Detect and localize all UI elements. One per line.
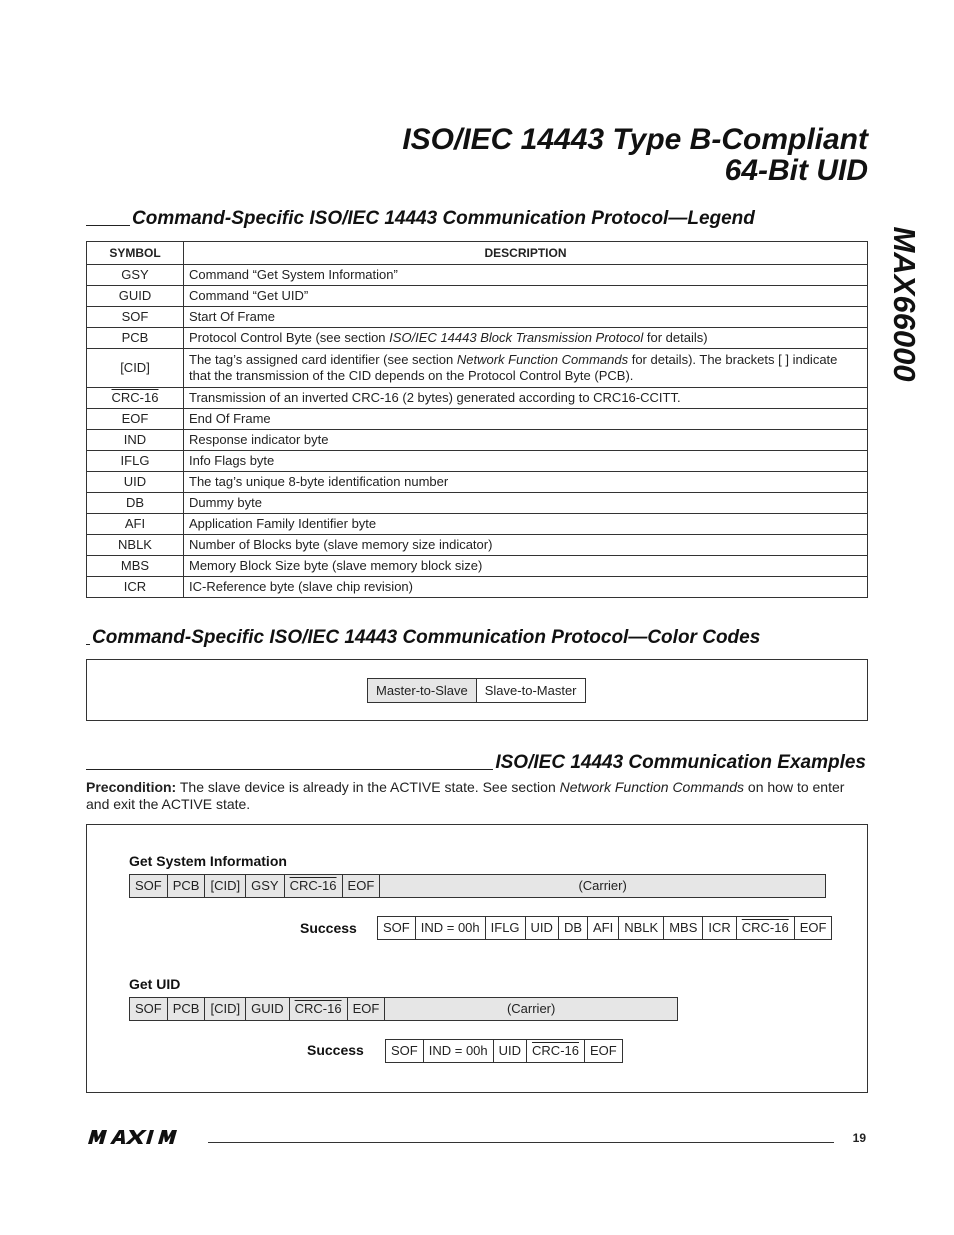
frame-field: DB [559, 917, 588, 939]
frame-field: EOF [343, 875, 381, 897]
description-cell: Start Of Frame [184, 307, 868, 328]
crc-field: CRC-16 [289, 878, 337, 893]
description-cell: Command “Get UID” [184, 286, 868, 307]
description-cell: Dummy byte [184, 493, 868, 514]
desc-text: The tag’s assigned card identifier (see section [189, 352, 457, 367]
frame-field: PCB [168, 875, 206, 897]
table-row [87, 307, 868, 328]
table-row [87, 349, 868, 388]
desc-text: for details). The brackets [ ] indicate that the transmission of the CID depends on the Protocol Control Byte (PCB). [189, 352, 838, 383]
guid-title: Get UID [129, 976, 181, 992]
table-row [87, 286, 868, 307]
crc-symbol: CRC-16 [111, 390, 159, 405]
description-cell: Memory Block Size byte (slave memory block size) [184, 556, 868, 577]
precondition-text: on how to enter and exit the ACTIVE state. [86, 779, 845, 812]
frame-field: NBLK [619, 917, 664, 939]
symbol-cell: IND [87, 430, 184, 451]
desc-reference: ISO/IEC 14443 Block Transmission Protocol [389, 330, 644, 345]
symbol-cell: MBS [87, 556, 184, 577]
heading-rule [86, 644, 90, 645]
frame-field: SOF [130, 998, 168, 1020]
precondition-reference: Network Function Commands [559, 779, 745, 795]
frame-field: SOF [386, 1040, 424, 1062]
table-row [87, 409, 868, 430]
gsi-title: Get System Information [129, 853, 287, 869]
description-cell: End Of Frame [184, 409, 868, 430]
symbol-cell: ICR [87, 577, 184, 598]
symbol-cell: DB [87, 493, 184, 514]
color-codes-heading [86, 627, 866, 649]
precondition-text: The slave device is already in the ACTIVE state. See section [176, 779, 560, 795]
title-line-1: ISO/IEC 14443 Type B-Compliant [402, 123, 868, 156]
legend-table [86, 241, 868, 598]
maxim-logo [86, 1128, 198, 1146]
crc-field: CRC-16 [532, 1043, 579, 1058]
desc-reference: Network Function Commands [456, 352, 629, 367]
description-cell: Info Flags byte [184, 451, 868, 472]
frame-field: IND = 00h [424, 1040, 494, 1062]
master-to-slave-swatch: Master-to-Slave [368, 679, 477, 702]
frame-field: UID [494, 1040, 527, 1062]
description-cell: Application Family Identifier byte [184, 514, 868, 535]
frame-field: PCB [168, 998, 206, 1020]
description-cell [184, 349, 868, 388]
description-cell: Command “Get System Information” [184, 265, 868, 286]
frame-field: SOF [130, 875, 168, 897]
slave-to-master-swatch: Slave-to-Master [484, 683, 577, 698]
precondition-label: Precondition: [86, 779, 177, 795]
description-cell: Number of Blocks byte (slave memory size indicator) [184, 535, 868, 556]
gsi-request-frame [129, 874, 826, 898]
frame-field: EOF [590, 1043, 617, 1058]
frame-field [527, 1040, 585, 1062]
frame-field: AFI [588, 917, 619, 939]
guid-success-label: Success [307, 1042, 364, 1058]
crc-field: CRC-16 [294, 1001, 342, 1016]
symbol-cell: NBLK [87, 535, 184, 556]
precondition-paragraph [86, 779, 870, 813]
title-line-2: 64-Bit UID [724, 154, 868, 187]
page-number: 19 [852, 1131, 866, 1145]
table-row [87, 328, 868, 349]
symbol-cell: AFI [87, 514, 184, 535]
part-number: MAX66000 [887, 226, 922, 382]
legend-heading-text: Command-Specific ISO/IEC 14443 Communication Protocol—Legend [132, 208, 755, 229]
page-footer [86, 1128, 868, 1148]
description-cell [184, 328, 868, 349]
frame-field: IND = 00h [416, 917, 486, 939]
description-cell: The tag’s unique 8-byte identification number [184, 472, 868, 493]
frame-field: [CID] [205, 875, 246, 897]
symbol-cell: GUID [87, 286, 184, 307]
symbol-cell: [CID] [87, 349, 184, 388]
gsi-response-frame [377, 916, 832, 940]
color-code-key [367, 678, 586, 703]
symbol-cell [87, 388, 184, 409]
examples-heading [86, 752, 866, 774]
legend-heading [86, 208, 866, 230]
frame-field: EOF [348, 998, 386, 1020]
frame-field [285, 875, 343, 897]
crc-field: CRC-16 [741, 920, 789, 935]
color-codes-heading-text: Command-Specific ISO/IEC 14443 Communication Protocol—Color Codes [92, 627, 761, 648]
table-row [87, 430, 868, 451]
symbol-cell: PCB [87, 328, 184, 349]
footer-rule [208, 1142, 834, 1143]
frame-field: GUID [246, 998, 290, 1020]
description-cell: Response indicator byte [184, 430, 868, 451]
description-cell: IC-Reference byte (slave chip revision) [184, 577, 868, 598]
heading-rule [86, 769, 493, 770]
table-row [87, 388, 868, 409]
symbol-cell: EOF [87, 409, 184, 430]
frame-field [737, 917, 795, 939]
frame-field: GSY [246, 875, 284, 897]
frame-field: EOF [799, 920, 827, 935]
frame-field: MBS [664, 917, 703, 939]
carrier-field: (Carrier) [380, 875, 825, 897]
examples-heading-text: ISO/IEC 14443 Communication Examples [495, 752, 866, 773]
table-row [87, 514, 868, 535]
symbol-cell: GSY [87, 265, 184, 286]
desc-text: Protocol Control Byte (see section [189, 330, 390, 345]
frame-field: UID [526, 917, 559, 939]
symbol-column-header: SYMBOL [87, 242, 184, 265]
side-part-label [884, 214, 924, 394]
legend-header-row [87, 242, 868, 265]
frame-field: ICR [703, 917, 736, 939]
frame-field: IFLG [486, 917, 526, 939]
symbol-cell: UID [87, 472, 184, 493]
description-column-header: DESCRIPTION [184, 242, 868, 265]
table-row [87, 535, 868, 556]
carrier-field: (Carrier) [385, 998, 677, 1020]
heading-rule [86, 225, 130, 226]
guid-response-frame [385, 1039, 623, 1063]
desc-text: for details) [643, 330, 708, 345]
table-row [87, 577, 868, 598]
frame-field: [CID] [205, 998, 246, 1020]
gsi-success-label: Success [300, 920, 357, 936]
table-row [87, 451, 868, 472]
frame-field: SOF [378, 917, 416, 939]
symbol-cell: IFLG [87, 451, 184, 472]
table-row [87, 493, 868, 514]
symbol-cell: SOF [87, 307, 184, 328]
document-title [402, 124, 868, 186]
guid-request-frame [129, 997, 678, 1021]
table-row [87, 472, 868, 493]
frame-field [290, 998, 348, 1020]
table-row [87, 265, 868, 286]
description-cell: Transmission of an inverted CRC-16 (2 bytes) generated according to CRC16-CCITT. [184, 388, 868, 409]
table-row [87, 556, 868, 577]
